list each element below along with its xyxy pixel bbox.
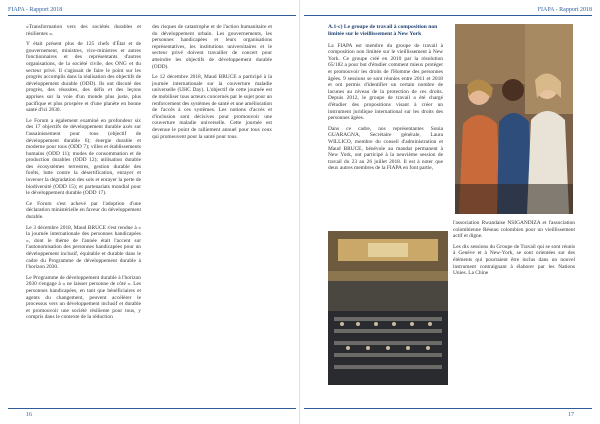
paragraph: Y était présent plus de 125 chefs d'État et de gouvernement, ministres, vice-ministres et autres fonctionnaires et des représentants d'autres organisations, de la société civile, des ONG et du secteur privé. Il s'agissait de faire le point sur les progrès accomplis dans la réalisation des objectifs de développement durable (ODD). Ils ont discuté des progrès, des réussites, des défis et des leçons apprises sur la voie d'un monde plus juste, plus pacifique et plus prospère et d'une planète en bonne santé d'ici 2030. <box>26 41 141 114</box>
assembly-hall-illustration <box>328 231 448 385</box>
page-number: 17 <box>568 412 574 418</box>
paragraph: l'association Rwandaise NSIGANDIZA et l'association colombienne Réseau colombien pour un vieillissement actif et digne. <box>453 220 575 240</box>
paragraph: Le 3 décembre 2018, Maud BRUCE s'est rendue à « la journée internationale des personnes handicapées », dont le thème de l'année était l'accent sur l'autonomisation des personnes handicapées pour un développement inclusif, équitable et durable dans le cadre du Programme de développement durable à l'horizon 2030. <box>26 224 141 271</box>
footer-rule <box>8 408 296 409</box>
right-column-1 <box>328 24 443 176</box>
paragraph: Le Forum a également examiné en profondeur six des 17 objectifs de développement durable axés sur l'assainissement pour tous (objectif de développement durable 6); énergie durable et moderne pour tous (ODD 7); villes et établissements humains (ODD 11); modes de consommation et de production durables (ODD 12); utilisation durable des écosystèmes terrestres, gestion durable des forêts, lutte contre la désertification, enrayer et inverser la dégradation des sols et enrayer la perte de biodiversité (ODD 15); et partenariats mondial pour le développement durable (ODD 17). <box>26 117 141 197</box>
page-number: 16 <box>26 412 32 418</box>
left-column-2 <box>152 24 272 144</box>
group-photo <box>455 24 573 214</box>
group-photo-illustration <box>455 24 573 214</box>
paragraph: Ce Forum s'est achevé par l'adoption d'une déclaration ministérielle en faveur du développement durable. <box>26 200 141 221</box>
header-rule <box>8 15 296 16</box>
un-assembly-hall-photo <box>328 231 448 385</box>
paragraph: La FIAPA est membre du groupe de travail à composition non limitée sur le vieillissement à New York. Ce groupe créé en 2010 par la résolution 65/182 a pour but d'étudier comment mieux protéger et promouvoir les droits de l'Homme des personnes âgées. 9 sessions se sont réunies entre 2011 et 2018 et ont permis d'identifier un certain nombre de lacunes au niveau de la protection de ces droits. Depuis 2012, le groupe de travail a été chargé d'étudier des propositions visant à créer un instrument juridique international sur les droits des personnes âgées. <box>328 42 443 122</box>
paragraph: Dans ce cadre, nos représentantes Sonia GUARAGNA, Secrétaire générale, Laura WILLICO, membre du conseil d'administration et Maud BRUCE, bénévole au mandat permanent à New York, ont participé à la neuvième session de travail du 23 au 26 juillet 2018. Il est à noter que deux autres membres de la FIAPA en font partie, <box>328 125 443 172</box>
footer-rule <box>304 408 592 409</box>
paragraph: Les dix sessions du Groupe de Travail qui se sont réunis à Genève et à New-York, se sont orientées sur des éléments qui pourraient être inclus dans un nouvel instrument contraignant à élaborer par les Nations Unies. La Chine <box>453 243 575 277</box>
right-column-2 <box>453 220 575 281</box>
right-page <box>300 0 600 424</box>
running-header: FIAPA - Rapport 2018 <box>8 7 63 13</box>
running-header: FIAPA - Rapport 2018 <box>537 7 592 13</box>
paragraph: Le 12 décembre 2018, Maud BRUCE a participé à la journée internationale sur la couverture maladie universelle (UHC Day). L'objectif de cette journée est de mobiliser tous acteurs concernés par le sujet pour un renforcement des systèmes de santé et une amélioration de l'accès à ces systèmes. Les notions d'accès et d'inclusion sont décisives pour promouvoir une couverture maladie universelle. Cette journée est devenue le point de ralliement annuel pour tous ceux qui promeuvent pour la santé pour tous. <box>152 74 272 140</box>
section-title: A.1-c) Le groupe de travail à composition non limitée sur le vieillissement à New York <box>328 24 438 37</box>
left-column-1 <box>26 24 141 325</box>
paragraph: Le Programme de développement durable à l'horizon 2030 s'engage à « ne laisser personne de côté ». Les personnes handicapées, en tant que bénéficiaires et agents du changement, peuvent accélérer le processus vers un développement inclusif et durable et promouvoir une société résiliente pour tous, y compris dans le contexte de la réduction <box>26 274 141 321</box>
paragraph: «Transformation vers des sociétés durables et résilientes ». <box>26 24 141 37</box>
paragraph: des risques de catastrophe et de l'action humanitaire et du développement urbain. Les gouvernements, les personnes handicapées et leurs organisations représentatives, les institutions universitaires et le secteur privé doivent travailler de concert pour atteindre les objectifs de développement durable (ODD). <box>152 24 272 70</box>
header-rule <box>304 15 592 16</box>
